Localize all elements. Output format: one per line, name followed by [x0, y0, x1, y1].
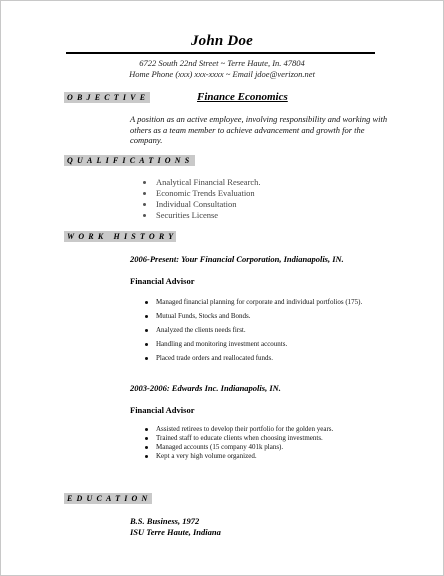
address-line: 6722 South 22nd Street ~ Terre Haute, In. 47804 [139, 58, 305, 68]
list-item: Securities License [143, 210, 261, 221]
job-heading: 2006-Present: Your Financial Corporation, Indianapolis, IN. [130, 254, 344, 264]
qualifications-list [143, 177, 261, 221]
list-item: Trained staff to educate clients when choosing investments. [145, 434, 385, 443]
list-item: Managed accounts (15 company 401k plans). [145, 443, 385, 452]
objective-title: Finance Economics [197, 91, 288, 103]
job-duties-list [145, 298, 385, 368]
job-role: Financial Advisor [130, 276, 195, 286]
list-item: Analyzed the clients needs first. [145, 326, 385, 335]
qualifications-section-label: QUALIFICATIONS [67, 156, 194, 165]
list-item: Mutual Funds, Stocks and Bonds. [145, 312, 385, 321]
list-item: Handling and monitoring investment accounts. [145, 340, 385, 349]
header-divider [66, 52, 375, 54]
education-section-label: EDUCATION [67, 494, 152, 503]
objective-text: A position as an active employee, involving responsibility and working with others as a team member to achieve advancement and growth for the company. [130, 114, 388, 145]
list-item: Analytical Financial Research. [143, 177, 261, 188]
work-history-section-label: WORK HISTORY [67, 232, 178, 241]
qualifications-section-header [64, 155, 195, 166]
job-heading: 2003-2006: Edwards Inc. Indianapolis, IN. [130, 383, 281, 393]
list-item: Managed financial planning for corporate and individual portfolios (175). [145, 298, 385, 307]
education-degree: B.S. Business, 1972 [130, 516, 200, 526]
list-item: Economic Trends Evaluation [143, 188, 261, 199]
resume-name: John Doe [190, 33, 254, 49]
contact-line: Home Phone (xxx) xxx-xxxx ~ Email jdoe@verizon.net [129, 69, 315, 79]
education-section-header [64, 493, 152, 504]
job-role: Financial Advisor [130, 405, 195, 415]
objective-section-header [64, 92, 150, 103]
job-duties-list [145, 425, 385, 461]
list-item: Individual Consultation [143, 199, 261, 210]
work-history-section-header [64, 231, 176, 242]
objective-section-label: OBJECTIVE [67, 93, 150, 102]
list-item: Kept a very high volume organized. [145, 452, 385, 461]
education-school: ISU Terre Haute, Indiana [130, 527, 221, 537]
list-item: Placed trade orders and reallocated funds. [145, 354, 385, 363]
list-item: Assisted retirees to develop their portfolio for the golden years. [145, 425, 385, 434]
